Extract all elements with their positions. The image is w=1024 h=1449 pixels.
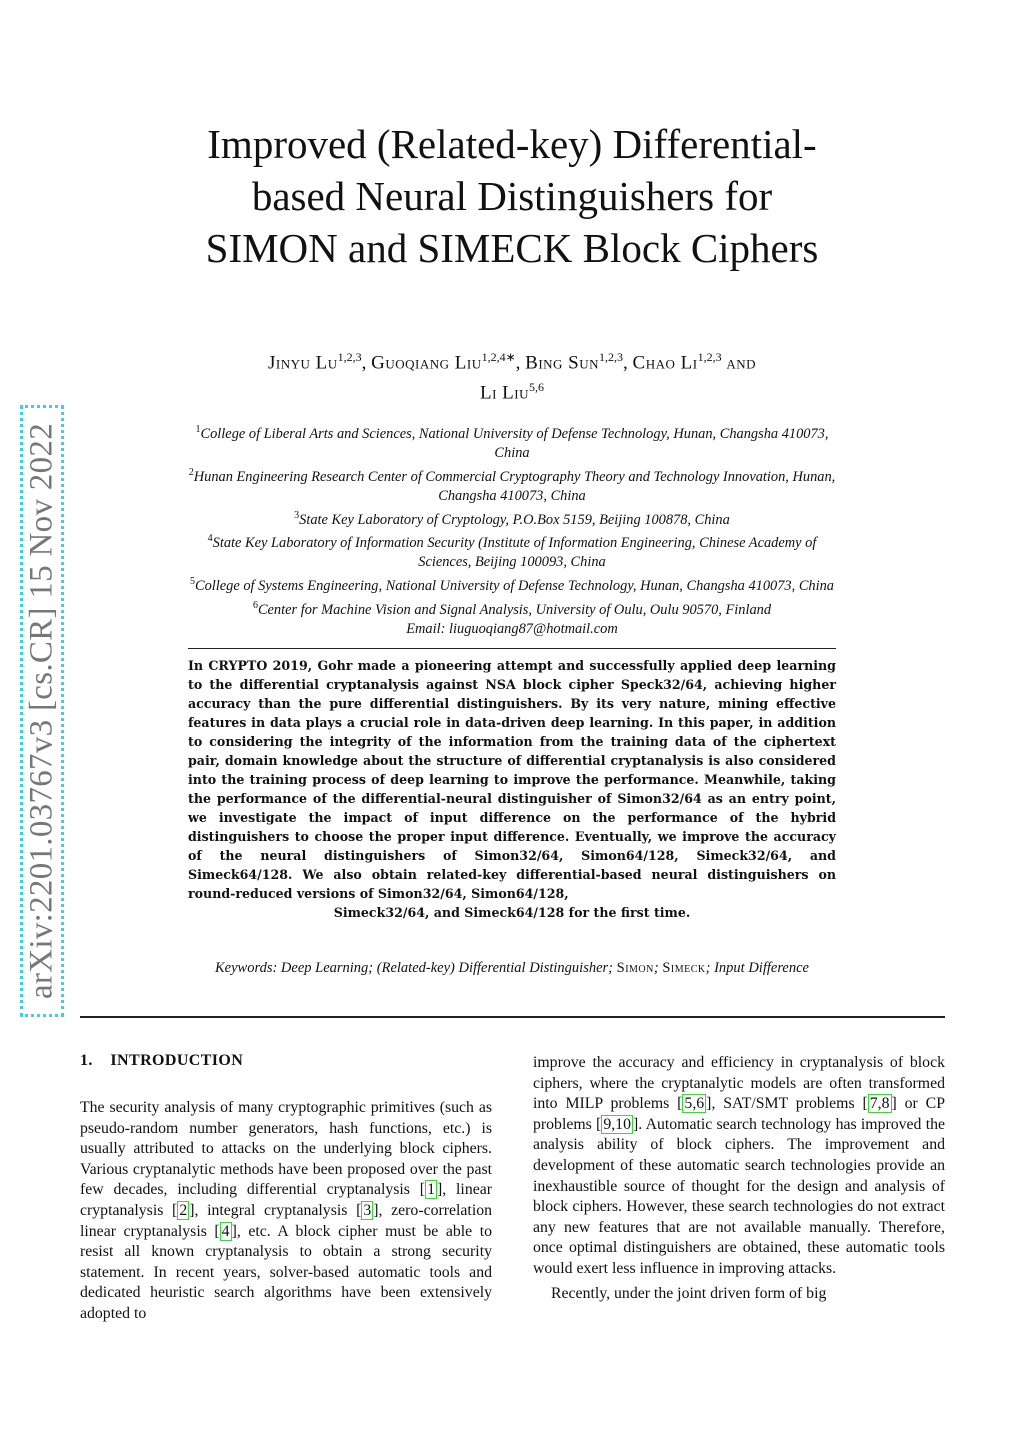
affiliation-item bbox=[180, 506, 844, 530]
affiliation-item bbox=[180, 420, 844, 463]
citation-link[interactable]: 3 bbox=[363, 1201, 372, 1219]
text-run: , linear cryptanalysis bbox=[80, 1181, 492, 1219]
citation-link[interactable]: 5,6 bbox=[684, 1095, 705, 1113]
intro-paragraph: The security analysis of many cryptographic primitives (such as pseudo-random number generators, hash functions, etc.) is usually attributed to attacks on the underlying block ciphers. Various cryptanalytic methods have been proposed over the past few decades, including differential cryptanalysis [ 1 ], linear cryptanalysis [ 2 ], integral cryptanalysis [ 3 ], zero-correlation linear cryptanalysis [ 4 ], etc. A block cipher must be able to resist all known cryptanalysis to obtain a strong security statement. In recent years, solver-based automatic tools and dedicated heuristic search algorithms have been extensively adopted to bbox=[80, 1099, 493, 1322]
affiliation-text: Hunan Engineering Research Center of Commercial Cryptography Theory and Technology Innovation, Hunan, Changsha 410073, China bbox=[193, 468, 836, 504]
author-conjunction: and bbox=[726, 352, 756, 374]
citation-link[interactable]: 1 bbox=[427, 1181, 435, 1199]
affiliation-number: 1 bbox=[195, 424, 201, 435]
affiliation-number: 4 bbox=[207, 533, 213, 545]
author-name: Jinyu Lu bbox=[268, 352, 338, 374]
author-affil-marker: 1,2,3 bbox=[337, 350, 362, 364]
citation-link[interactable]: 4 bbox=[221, 1222, 230, 1240]
keywords-tail: Input Difference bbox=[714, 960, 809, 976]
right-column bbox=[533, 1053, 945, 1304]
affiliation-number: 2 bbox=[188, 466, 194, 478]
keyword-simon: Simon bbox=[616, 960, 654, 976]
intro-paragraph-2: Recently, under the joint driven form of big bbox=[551, 1284, 827, 1302]
affiliation-list bbox=[180, 420, 844, 639]
section-rule bbox=[80, 1016, 945, 1018]
affiliation-item bbox=[180, 572, 844, 596]
arxiv-identifier: arXiv:2201.03767v3 [cs.CR] 15 Nov 2022 bbox=[23, 422, 60, 1000]
keyword-simeck: Simeck bbox=[662, 960, 706, 976]
keywords-label: Keywords: bbox=[215, 960, 278, 976]
text-run: , SAT/SMT problems bbox=[711, 1095, 855, 1113]
citation-link[interactable]: 7,8 bbox=[869, 1095, 890, 1113]
abstract-body: In CRYPTO 2019, Gohr made a pioneering attempt and successfully applied deep learning to the differential cryptanalysis against NSA block cipher Speck32/64, achieving higher accuracy than the pure differential distinguishers. By its very nature, mining effective features in data plays a crucial role in data-driven deep learning. In this paper, in addition to considering the integrity of the information from the training data of the ciphertext pair, domain knowledge about the structure of differential cryptanalysis is also considered into the training process of deep learning to improve the performance. Meanwhile, taking the performance of the differential-neural distinguisher of Simon32/64 as an entry point, we investigate the impact of input difference on the performance of the hybrid distinguishers to choose the proper input difference. Eventually, we improve the accuracy of the neural distinguishers of Simon32/64, Simon64/128, Simeck32/64, and Simeck64/128. We also obtain related-key differential-based neural distinguishers on round-reduced versions of Simon32/64, Simon64/128, bbox=[188, 658, 836, 901]
abstract-rule bbox=[188, 648, 836, 649]
text-run: . Automatic search technology has improved the analysis ability of block ciphers. The improvement and development of these automatic search technologies provide an inexhaustible source of thought for the design and analysis of block ciphers. However, these search technologies do not extract any new features that are not available manually. Therefore, once optimal distinguishers are obtained, these automatic tools would exert less influence in improving attacks. bbox=[533, 1115, 945, 1277]
author-name: Guoqiang Liu bbox=[371, 352, 482, 374]
keywords-items: Deep Learning; (Related-key) Differential Distinguisher; bbox=[280, 960, 613, 976]
author-name: Li Liu bbox=[479, 382, 529, 404]
affiliation-text: Center for Machine Vision and Signal Analysis, University of Oulu, Oulu 90570, Finland bbox=[257, 601, 772, 618]
author-affil-marker: 1,2,3 bbox=[599, 350, 624, 364]
author-separator: , bbox=[623, 352, 628, 374]
affiliation-text: College of Liberal Arts and Sciences, National University of Defense Technology, Hunan, Changsha 410073, China bbox=[200, 425, 829, 461]
author-separator: , bbox=[515, 352, 521, 374]
affiliation-number: 3 bbox=[294, 509, 300, 521]
affiliation-item bbox=[180, 463, 844, 506]
arxiv-sidebar-stamp bbox=[20, 405, 64, 1017]
abstract bbox=[188, 656, 836, 922]
author-separator: , bbox=[361, 352, 367, 374]
affiliation-text: State Key Laboratory of Cryptology, P.O.Box 5159, Beijing 100878, China bbox=[299, 511, 730, 528]
section-number: 1. bbox=[80, 1052, 93, 1069]
affiliation-text: College of Systems Engineering, National University of Defense Technology, Hunan, Changsha 410073, China bbox=[195, 577, 834, 594]
author-affil-marker: 1,2,3 bbox=[697, 350, 722, 364]
author-name: Bing Sun bbox=[525, 352, 600, 374]
author-list bbox=[150, 345, 874, 406]
abstract-last-line: Simeck32/64, and Simeck64/128 for the first time. bbox=[333, 905, 691, 920]
contact-email[interactable]: Email: liuguoqiang87@hotmail.com bbox=[406, 620, 618, 637]
affiliation-item bbox=[180, 596, 844, 620]
text-run: , etc. A block cipher must be able to resist all known cryptanalysis to obtain a strong security statement. In recent years, solver-based automatic tools and dedicated heuristic search algorithms have been extensively adopted to bbox=[80, 1222, 492, 1322]
text-run: , zero-correlation linear cryptanalysis bbox=[80, 1201, 493, 1240]
author-name: Chao Li bbox=[632, 352, 698, 374]
author-affil-marker: 1,2,4∗ bbox=[481, 350, 516, 364]
author-affil-marker: 5,6 bbox=[529, 380, 544, 395]
affiliation-text: State Key Laboratory of Information Security (Institute of Information Engineering, Chinese Academy of Sciences, Beijing 100093, China bbox=[212, 535, 817, 571]
affiliation-number: 5 bbox=[190, 576, 195, 588]
text-run: , integral cryptanalysis bbox=[194, 1201, 348, 1219]
citation-link[interactable]: 9,10 bbox=[603, 1115, 631, 1133]
keywords: Keywords: Deep Learning; (Related-key) Differential Distinguisher; Simon; Simeck; Input Difference bbox=[215, 960, 809, 976]
affiliation-number: 6 bbox=[252, 599, 258, 611]
left-column bbox=[80, 1098, 492, 1325]
section-title: INTRODUCTION bbox=[110, 1052, 244, 1069]
text-run: The security analysis of many cryptographic primitives (such as pseudo-random number generators, hash functions, etc.) is usually attributed to attacks on the underlying block ciphers. Various cryptanalytic methods have been proposed over the past few decades, including differential cryptanalysis bbox=[80, 1099, 492, 1199]
text-run: or CP problems bbox=[533, 1095, 945, 1133]
text-run: improve the accuracy and efficiency in cryptanalysis of block ciphers, where the cryptanalytic models are often transformed into MILP problems bbox=[533, 1054, 945, 1113]
affiliation-item bbox=[180, 529, 844, 572]
intro-paragraph-continued: improve the accuracy and efficiency in cryptanalysis of block ciphers, where the cryptanalytic models are often transformed into MILP problems [ 5,6 ], SAT/SMT problems [ 7,8 ] or CP problems [ 9,10 ]. Automatic search technology has improved the analysis ability of block ciphers. The improvement and development of these automatic search technologies provide an inexhaustible source of thought for the design and analysis of block ciphers. However, these search technologies do not extract any new features that are not available manually. Therefore, once optimal distinguishers are obtained, these automatic tools would exert less influence in improving attacks. bbox=[533, 1054, 945, 1277]
paper-title: Improved (Related-key) Differential-based Neural Distinguishers for SIMON and SIMECK Block Ciphers bbox=[205, 121, 819, 271]
section-heading bbox=[80, 1052, 243, 1070]
citation-link[interactable]: 2 bbox=[179, 1201, 188, 1219]
